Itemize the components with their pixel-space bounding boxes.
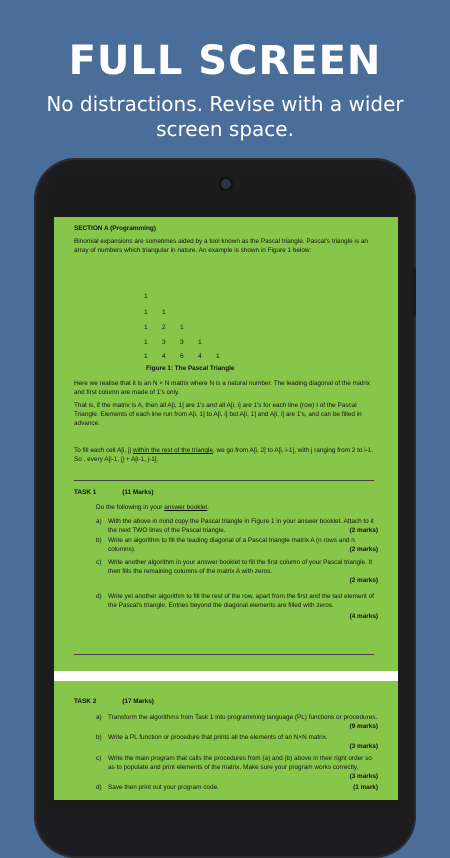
document-page-2: TASK 2 (17 Marks) a) Transform the algorithms from Task 1 into programming language (PL) functions or procedures. (9 marks) b) Write a PL function or procedure that prints all the elements of an N×N matrix. (3 marks) c) Write the main program that calls the procedures from (a) and (b) above in their right order so as to populate and print elements of the matrix. Make sure your program works correctly. (3 marks) d) Save then print out your program code. (1 mark): [54, 681, 398, 800]
front-camera-icon: [221, 179, 231, 189]
promo-subline: No distractions. Revise with a wider screen space.: [46, 92, 404, 141]
paragraph: To fill each cell A[i, j] within the rest of the triangle, we go from A[i, 2] to A[i, i-1], with j ranging from 2 to i-1. So , every A[i-1, j] + A[i-1, j-1].: [74, 447, 374, 463]
section-title: SECTION A (Programming): [74, 225, 156, 232]
triangle-row: 1: [144, 293, 148, 300]
promo-headline: FULL SCREEN: [68, 38, 382, 84]
paragraph: That is, if the matrix is A, then all A[i, 1] are 1's and all A[i, i] are 1's for each line (row) I of the Pascal Triangle. Elements of each line run from A[i, 1] to A[i, i] but A[i, 1] and A[i, i] are 1's, and can be filled in advance.: [74, 402, 362, 427]
item-marks: (3 marks): [349, 743, 378, 750]
triangle-row: 1 2 1: [144, 324, 184, 331]
triangle-row: 1 4 6 4 1: [144, 353, 220, 360]
phone-side-button: [412, 268, 416, 316]
figure-caption: Figure 1: The Pascal Triangle: [146, 365, 235, 372]
item-marks: (2 marks): [349, 546, 378, 553]
divider: [74, 654, 374, 655]
item-marks: (4 marks): [349, 613, 378, 620]
page-gap: [54, 671, 398, 681]
triangle-row: 1 1: [144, 309, 166, 316]
item-marks: (3 marks): [349, 773, 378, 780]
item-marks: (9 marks): [349, 723, 378, 730]
triangle-row: 1 3 3 1: [144, 339, 202, 346]
item-marks: (1 mark): [353, 784, 378, 791]
item-marks: (2 marks): [349, 577, 378, 584]
task-1-lead: Do the following in your answer booklet.: [96, 504, 209, 511]
item-marks: (2 marks): [349, 527, 378, 534]
paragraph: Here we realise that it is an N × N matrix where N is a natural number. The leading diagonal of the matrix and first column are made of 1's only.: [74, 380, 370, 396]
divider: [74, 480, 374, 481]
document-viewer[interactable]: SECTION A (Programming) Binomial expansions are sometimes aided by a tool known as the Pascal triangle. Pascal's triangle is an array of numbers which triangular in nature. An example is shown in Figure 1 below: 1 1 1 1 2 1 1 3 3 1 1 4 6 4 1 Figure 1: The Pascal Triangle Here we realise that it is an N × N matrix where N is a natural number. The leading diagonal of the matrix and first column are made of 1's only. That is, if the matrix is A, then all A[i, 1] are 1's and all A[i, i] are 1's for each line (row) I of the Pascal Triangle. Elements of each line run from A[i, 1] to A[i, i] but A[i, 1] and A[i, i] are 1's, and can be filled in advance. To fill each cell A[i, j] within the rest of the triangle, we go from A[i, 2] to A[i, i-1], with j ranging from 2 to i-1. So , every A[i-1, j] + A[i-1, j-1]. TASK 1 (11 Marks) Do the following in your answer booklet. a) With the above in mind copy the Pascal triangle in Figure 1 in your answer booklet. Attach to it the next TWO lines of the Pascal triangle. (2 marks) b) Write an algorithm to fill the leading diagonal of a Pascal triangle matrix A (n rows and n columns). (2 marks) c) Write another algorithm in your answer booklet to fill the first column of your Pascal triangle. It then fills the remaining columns of the matrix A with zeros. (2 marks) d) Write yet another algorithm to fill the rest of the row, apart from the first and the last element of the Pascal's triangle. Entries beyond the diagonal elements are filled with zeros. (4 marks) TASK 2 (17 Marks) a) Transform the algorithms from Task 1 into programming language (PL) functions or procedures. (9 marks) b) Write a PL function or procedure that prints all the elements of an N×N matrix. (3 marks) c) Write the main program that calls the procedures from (a) and (b) above in their right order so as to populate and print elements of the matrix. Make sure your program works correctly. (3 marks) d) Save then print out your program code. (1 mark): [54, 217, 398, 800]
task-2-heading: TASK 2 (17 Marks): [74, 698, 154, 705]
task-1-heading: TASK 1 (11 Marks): [74, 489, 154, 496]
intro-paragraph: Binomial expansions are sometimes aided by a tool known as the Pascal triangle. Pascal's triangle is an array of numbers which triangular in nature. An example is shown in Figure 1 below:: [74, 238, 368, 254]
